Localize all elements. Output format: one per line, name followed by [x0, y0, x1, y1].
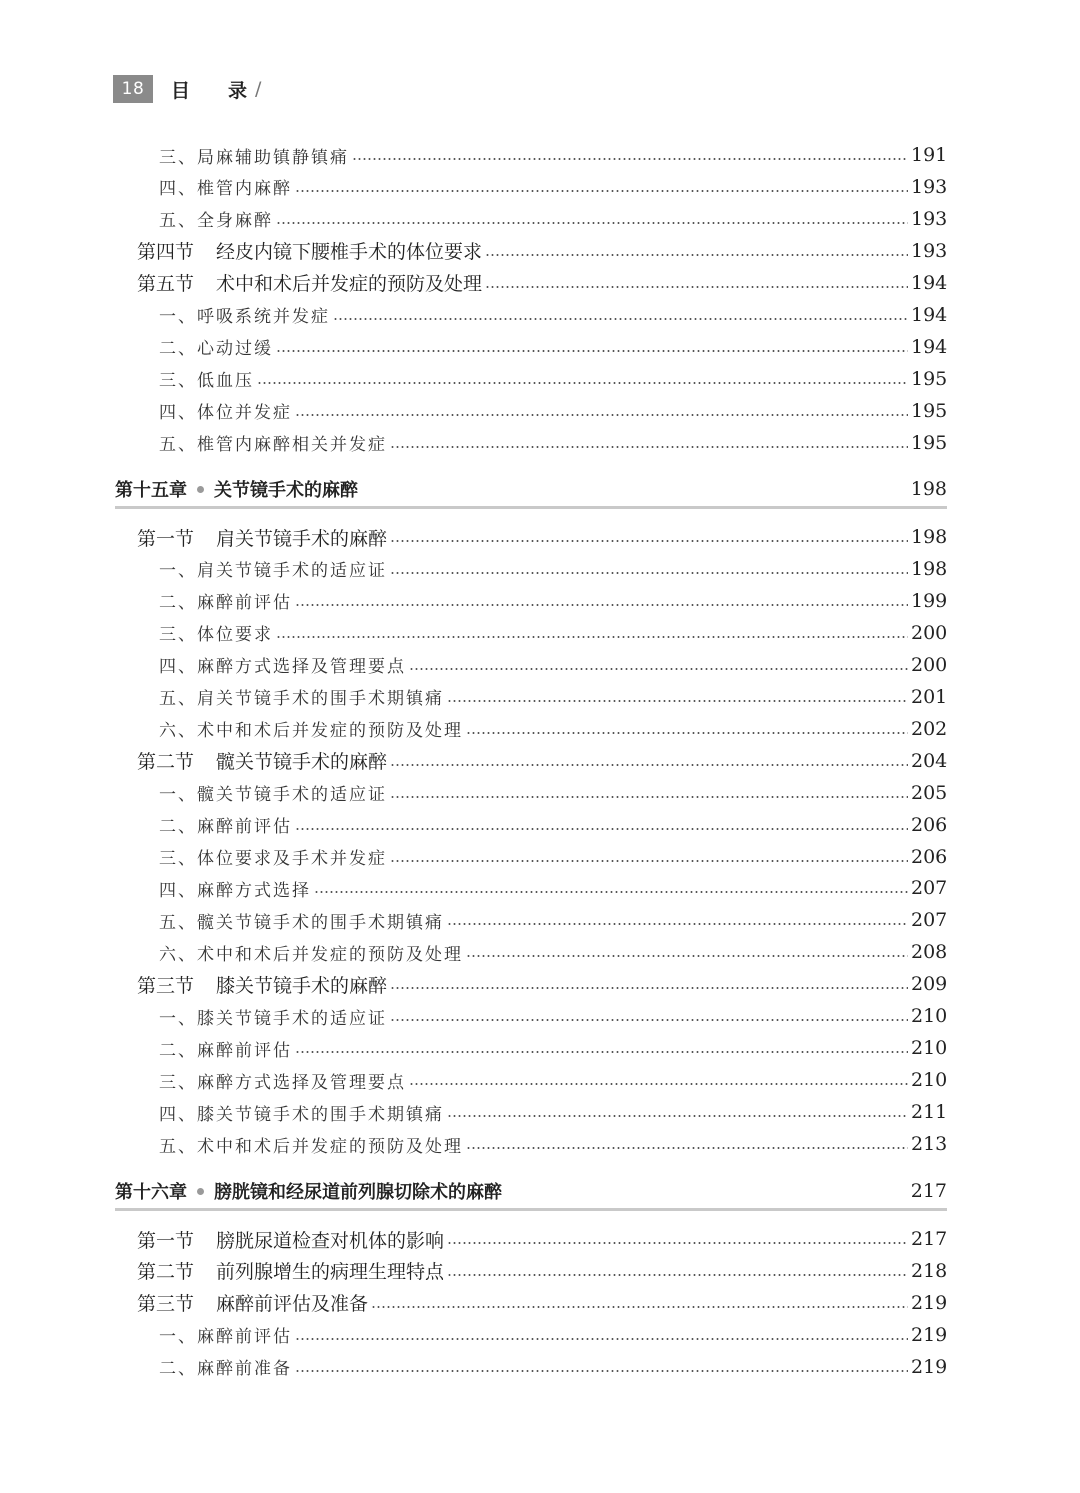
toc-page-number: 207 — [911, 909, 948, 932]
toc-entry-text: 髋关节镜手术的麻醉 — [216, 751, 388, 774]
toc-entry-title — [0, 206, 273, 231]
toc-entry-text: 二、麻醉前准备 — [159, 1359, 292, 1380]
chapter-page-number: 198 — [910, 478, 947, 500]
toc-page-number: 191 — [911, 144, 948, 166]
toc-entry-text: 六、术中和术后并发症的预防及处理 — [159, 721, 463, 742]
section-label: 第一节 — [137, 1229, 195, 1252]
toc-page-number: 195 — [911, 367, 948, 390]
toc-subsection-entry — [0, 777, 1080, 809]
toc-page-number: 213 — [911, 1133, 948, 1156]
toc-subsection-entry — [0, 936, 1080, 968]
toc-entry-title — [0, 237, 482, 264]
section-label: 第二节 — [137, 751, 195, 774]
toc-entry-text: 四、体位并发症 — [159, 403, 292, 424]
toc-entry-text: 膀胱尿道检查对机体的影响 — [216, 1229, 445, 1252]
toc-page-number: 210 — [911, 1069, 948, 1092]
toc-page-number: 194 — [911, 335, 948, 358]
toc-entry-title — [0, 334, 273, 359]
dot-leader — [466, 732, 908, 734]
toc-page-number: 193 — [911, 175, 948, 198]
toc-section-entry — [0, 968, 1080, 1000]
toc-entry-text: 五、椎管内麻醉相关并发症 — [159, 435, 387, 456]
toc-subsection-entry — [0, 1319, 1080, 1351]
toc-entry-title — [0, 1132, 463, 1157]
toc-entry-title — [0, 1004, 387, 1029]
toc-page-number: 198 — [911, 557, 948, 580]
toc-subsection-entry — [0, 713, 1080, 745]
page-header — [113, 74, 261, 104]
header-title-char-1: 目 — [171, 79, 191, 102]
toc-entry-text: 二、麻醉前评估 — [159, 1040, 292, 1061]
toc-entry-text: 二、麻醉前评估 — [159, 817, 292, 838]
toc-subsection-entry — [0, 203, 1080, 235]
toc-entry-title — [0, 1036, 292, 1061]
toc-entry-text: 五、髋关节镜手术的围手术期镇痛 — [159, 912, 444, 933]
toc-entry-text: 膝关节镜手术的麻醉 — [216, 974, 388, 997]
toc-entry-text: 五、全身麻醉 — [159, 211, 273, 232]
page-number-badge: 18 — [113, 75, 153, 103]
dot-leader — [447, 1274, 908, 1276]
toc-entry-text: 术中和术后并发症的预防及处理 — [216, 273, 483, 296]
toc-subsection-entry — [0, 681, 1080, 713]
chapter-heading — [115, 1174, 947, 1211]
toc-subsection-entry — [0, 904, 1080, 936]
toc-entry-title — [0, 812, 292, 837]
toc-entry-title — [0, 844, 387, 869]
dot-leader — [295, 1051, 908, 1053]
toc-entry-text: 麻醉前评估及准备 — [216, 1293, 369, 1316]
toc-entry-title — [0, 1322, 292, 1347]
toc-entry-text: 三、体位要求 — [159, 625, 273, 646]
toc-page-number: 210 — [911, 1037, 948, 1060]
toc-subsection-entry — [0, 585, 1080, 617]
bullet-dot-icon — [197, 1188, 204, 1195]
toc-entry-title — [0, 1100, 444, 1125]
toc-page-number: 206 — [911, 845, 948, 868]
toc-entry-text: 三、体位要求及手术并发症 — [159, 849, 387, 869]
toc-section-entry — [0, 1287, 1080, 1319]
dot-leader — [276, 222, 908, 224]
section-label: 第一节 — [137, 527, 195, 550]
toc-entry-title — [0, 780, 387, 805]
toc-entry-title — [0, 366, 254, 391]
toc-page-number: 193 — [911, 207, 948, 230]
section-label: 第四节 — [137, 241, 195, 264]
dot-leader — [390, 860, 908, 862]
toc-page-number: 198 — [911, 526, 948, 548]
toc-entry-title — [0, 620, 273, 645]
chapter-heading — [115, 472, 947, 509]
toc-page-number: 194 — [911, 303, 948, 326]
toc-page-number: 205 — [911, 781, 948, 804]
toc-entry-title — [0, 174, 292, 199]
toc-page-number: 219 — [911, 1323, 948, 1346]
dot-leader — [466, 1147, 908, 1149]
toc-entry-text: 二、麻醉前评估 — [159, 593, 292, 614]
toc-entry-text: 前列腺增生的病理生理特点 — [216, 1261, 445, 1284]
chapter-page-number: 217 — [910, 1180, 947, 1202]
dot-leader — [390, 796, 908, 798]
dot-leader — [314, 891, 908, 893]
dot-leader — [295, 1338, 908, 1340]
toc-entry-title — [0, 398, 292, 423]
dot-leader — [257, 382, 908, 384]
dot-leader — [295, 828, 908, 830]
toc-page-number: 217 — [911, 1228, 948, 1250]
dot-leader — [295, 1370, 908, 1372]
header-title-char-2: 录 — [228, 79, 248, 102]
toc-entry-title — [0, 1226, 444, 1253]
section-label: 第五节 — [137, 273, 195, 296]
dot-leader — [352, 158, 908, 160]
dot-leader — [485, 254, 908, 256]
toc-entry-text: 一、肩关节镜手术的适应证 — [159, 561, 387, 582]
toc-entry-text: 三、局麻辅助镇静镇痛 — [159, 147, 349, 168]
toc-section-entry — [0, 1255, 1080, 1287]
dot-leader — [390, 1019, 908, 1021]
toc-subsection-entry — [0, 427, 1080, 459]
toc-subsection-entry — [0, 809, 1080, 841]
toc-subsection-entry — [0, 553, 1080, 585]
toc-entry-text: 肩关节镜手术的麻醉 — [216, 527, 388, 550]
dot-leader — [390, 764, 908, 766]
toc-entry-text: 四、膝关节镜手术的围手术期镇痛 — [159, 1104, 444, 1125]
dot-leader — [409, 1083, 908, 1085]
toc-entry-title — [0, 940, 463, 965]
toc-subsection-entry — [0, 299, 1080, 331]
toc-entry-text: 四、麻醉方式选择 — [159, 880, 311, 901]
section-label: 第三节 — [137, 1293, 195, 1316]
section-label: 第三节 — [137, 974, 195, 997]
dot-leader — [295, 414, 908, 416]
header-title — [171, 76, 261, 103]
toc-entry-title — [0, 652, 406, 677]
chapter-label: 第十六章 — [115, 1182, 187, 1203]
dot-leader — [409, 668, 908, 670]
dot-leader — [295, 190, 908, 192]
dot-leader — [447, 923, 908, 925]
toc-entry-text: 一、髋关节镜手术的适应证 — [159, 785, 387, 806]
dot-leader — [447, 700, 908, 702]
toc-entry-text: 三、麻醉方式选择及管理要点 — [159, 1072, 406, 1093]
toc-page-number: 218 — [911, 1259, 948, 1282]
toc-subsection-entry — [0, 617, 1080, 649]
toc-entry-title — [0, 1257, 444, 1284]
toc-page-number: 211 — [911, 1101, 948, 1124]
dot-leader — [390, 540, 908, 542]
toc-entry-title — [0, 302, 330, 327]
toc-entry-title — [0, 684, 444, 709]
toc-entry-title — [0, 269, 482, 296]
toc-entry-title — [0, 908, 444, 933]
toc-section-entry — [0, 267, 1080, 299]
toc-entry-title — [0, 1068, 406, 1093]
toc-page-number: 210 — [911, 1005, 948, 1028]
toc-page-number: 208 — [911, 941, 948, 964]
chapter-label: 第十五章 — [115, 480, 187, 501]
toc-subsection-entry — [0, 331, 1080, 363]
dot-leader — [466, 955, 908, 957]
chapter-title: 膀胱镜和经尿道前列腺切除术的麻醉 — [214, 1182, 502, 1203]
toc-subsection-entry — [0, 1128, 1080, 1160]
toc-entry-title — [0, 556, 387, 581]
toc-entry-text: 四、麻醉方式选择及管理要点 — [159, 657, 406, 678]
dot-leader — [276, 636, 908, 638]
dot-leader — [390, 987, 908, 989]
toc-entry-title — [0, 524, 387, 551]
toc-subsection-entry — [0, 1064, 1080, 1096]
toc-subsection-entry — [0, 395, 1080, 427]
dot-leader — [447, 1242, 908, 1244]
section-label: 第二节 — [137, 1261, 195, 1284]
toc-page-number: 195 — [911, 431, 948, 454]
dot-leader — [485, 286, 908, 288]
toc-entry-title — [0, 876, 311, 901]
toc-subsection-entry — [0, 363, 1080, 395]
toc-section-entry — [0, 235, 1080, 267]
toc-entry-text: 一、麻醉前评估 — [159, 1327, 292, 1348]
toc-page-number: 195 — [911, 399, 948, 422]
dot-leader — [390, 572, 908, 574]
chapter-title: 关节镜手术的麻醉 — [214, 480, 358, 501]
toc-page-number: 202 — [911, 717, 948, 740]
toc-page-number: 194 — [911, 271, 948, 294]
toc-entry-title — [0, 1289, 368, 1316]
toc-entry-title — [0, 430, 387, 455]
header-slash: / — [255, 78, 262, 100]
toc-subsection-entry — [0, 1096, 1080, 1128]
toc-entry-text: 三、低血压 — [159, 371, 254, 392]
toc-entry-text: 一、膝关节镜手术的适应证 — [159, 1008, 387, 1029]
toc-entry-text: 一、呼吸系统并发症 — [159, 307, 330, 328]
bullet-dot-icon — [197, 486, 204, 493]
toc-entry-text: 经皮内镜下腰椎手术的体位要求 — [216, 241, 483, 264]
toc-subsection-entry — [0, 872, 1080, 904]
dot-leader — [333, 318, 908, 320]
toc-entry-title — [0, 588, 292, 613]
toc-subsection-entry — [0, 649, 1080, 681]
toc-subsection-entry — [0, 1351, 1080, 1383]
toc-page-number: 204 — [911, 749, 948, 772]
toc-section-entry — [0, 521, 1080, 553]
toc-entry-title — [0, 716, 463, 741]
toc-section-entry — [0, 1223, 1080, 1255]
toc-subsection-entry — [0, 1032, 1080, 1064]
dot-leader — [295, 604, 908, 606]
toc-entry-text: 四、椎管内麻醉 — [159, 179, 292, 200]
toc-entry-text: 二、心动过缓 — [159, 339, 273, 360]
toc-page-number: 200 — [911, 653, 948, 676]
dot-leader — [371, 1306, 908, 1308]
toc-subsection-entry — [0, 171, 1080, 203]
toc-entry-title — [0, 1354, 292, 1379]
toc-entry-title — [0, 143, 349, 168]
toc-page-number: 219 — [911, 1291, 948, 1314]
toc-page-number: 206 — [911, 813, 948, 836]
toc-page-number: 209 — [911, 973, 948, 996]
toc-subsection-entry — [0, 1000, 1080, 1032]
dot-leader — [447, 1115, 908, 1117]
toc-page-number: 199 — [911, 589, 948, 612]
toc-entry-text: 六、术中和术后并发症的预防及处理 — [159, 944, 463, 965]
toc-entry-title — [0, 971, 387, 998]
toc-page-number: 193 — [911, 239, 948, 262]
toc-entry-text: 五、肩关节镜手术的围手术期镇痛 — [159, 689, 444, 710]
toc-entry-text: 五、术中和术后并发症的预防及处理 — [159, 1136, 463, 1157]
dot-leader — [390, 446, 908, 448]
toc-subsection-entry — [0, 841, 1080, 873]
toc-subsection-entry — [0, 139, 1080, 171]
toc-section-entry — [0, 745, 1080, 777]
dot-leader — [276, 350, 908, 352]
toc-page-number: 207 — [911, 877, 948, 900]
toc-entry-title — [0, 747, 387, 774]
toc-page-number: 200 — [911, 621, 948, 644]
toc-page-number: 201 — [911, 685, 948, 708]
toc-page-number: 219 — [911, 1355, 948, 1378]
